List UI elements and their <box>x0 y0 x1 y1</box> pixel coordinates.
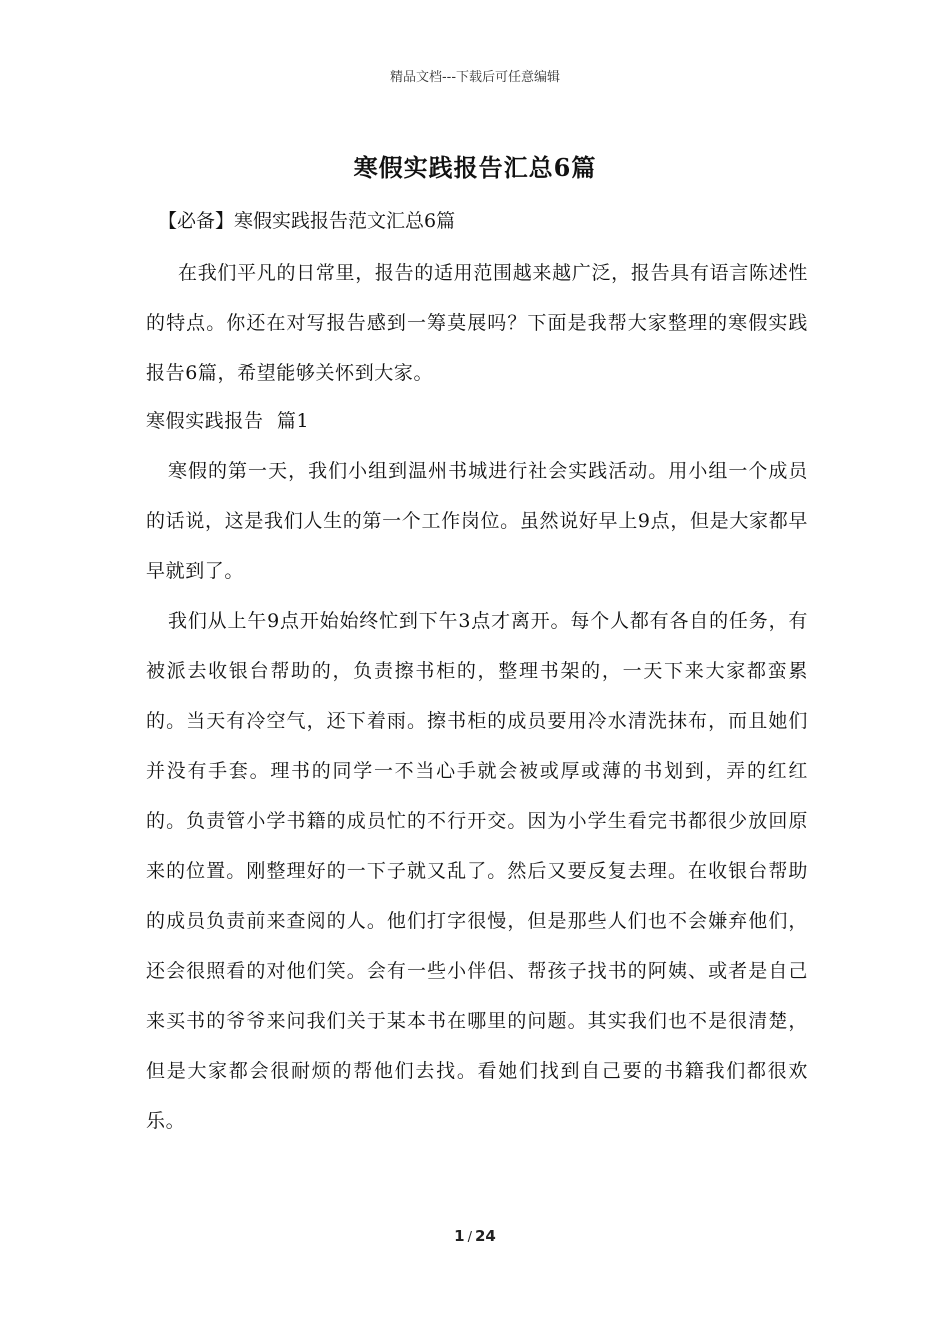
document-title: 寒假实践报告汇总6篇 <box>353 153 597 182</box>
current-page-number: 1 <box>454 1227 465 1245</box>
page-number <box>0 1227 950 1245</box>
document-subtitle: 【必备】寒假实践报告范文汇总6篇 <box>158 210 456 232</box>
page-number-separator: / <box>467 1230 472 1245</box>
body-paragraph: 寒假的第一天，我们小组到温州书城进行社会实践活动。用小组一个成员的话说，这是我们人生的第一个工作岗位。虽然说好早上9点，但是大家都早早就到了。 <box>146 460 808 582</box>
body-paragraph: 我们从上午9点开始始终忙到下午3点才离开。每个人都有各自的任务，有被派去收银台帮助的，负责擦书柜的，整理书架的，一天下来大家都蛮累的。当天有冷空气，还下着雨。擦书柜的成员要用冷水清洗抹布，而且她们并没有手套。理书的同学一不当心手就会被或厚或薄的书划到，弄的红红的。负责管小学书籍的成员忙的不行开交。因为小学生看完书都很少放回原来的位置。刚整理好的一下子就又乱了。然后又要反复去理。在收银台帮助的成员负责前来查阅的人。他们打字很慢，但是那些人们也不会嫌弃他们，还会很照看的对他们笑。会有一些小伴侣、帮孩子找书的阿姨、或者是自己来买书的爷爷来问我们关于某本书在哪里的问题。其实我们也不是很清楚，但是大家都会很耐烦的帮他们去找。看她们找到自己要的书籍我们都很欢乐。 <box>146 610 808 1132</box>
total-pages-number: 24 <box>474 1227 496 1245</box>
page-header: 精品文档---下载后可任意编辑 <box>389 70 561 85</box>
intro-paragraph: 在我们平凡的日常里，报告的适用范围越来越广泛，报告具有语言陈述性的特点。你还在对写报告感到一筹莫展吗？下面是我帮大家整理的寒假实践报告6篇，希望能够关怀到大家。 <box>146 262 808 384</box>
section-heading: 寒假实践报告 篇1 <box>146 410 310 432</box>
